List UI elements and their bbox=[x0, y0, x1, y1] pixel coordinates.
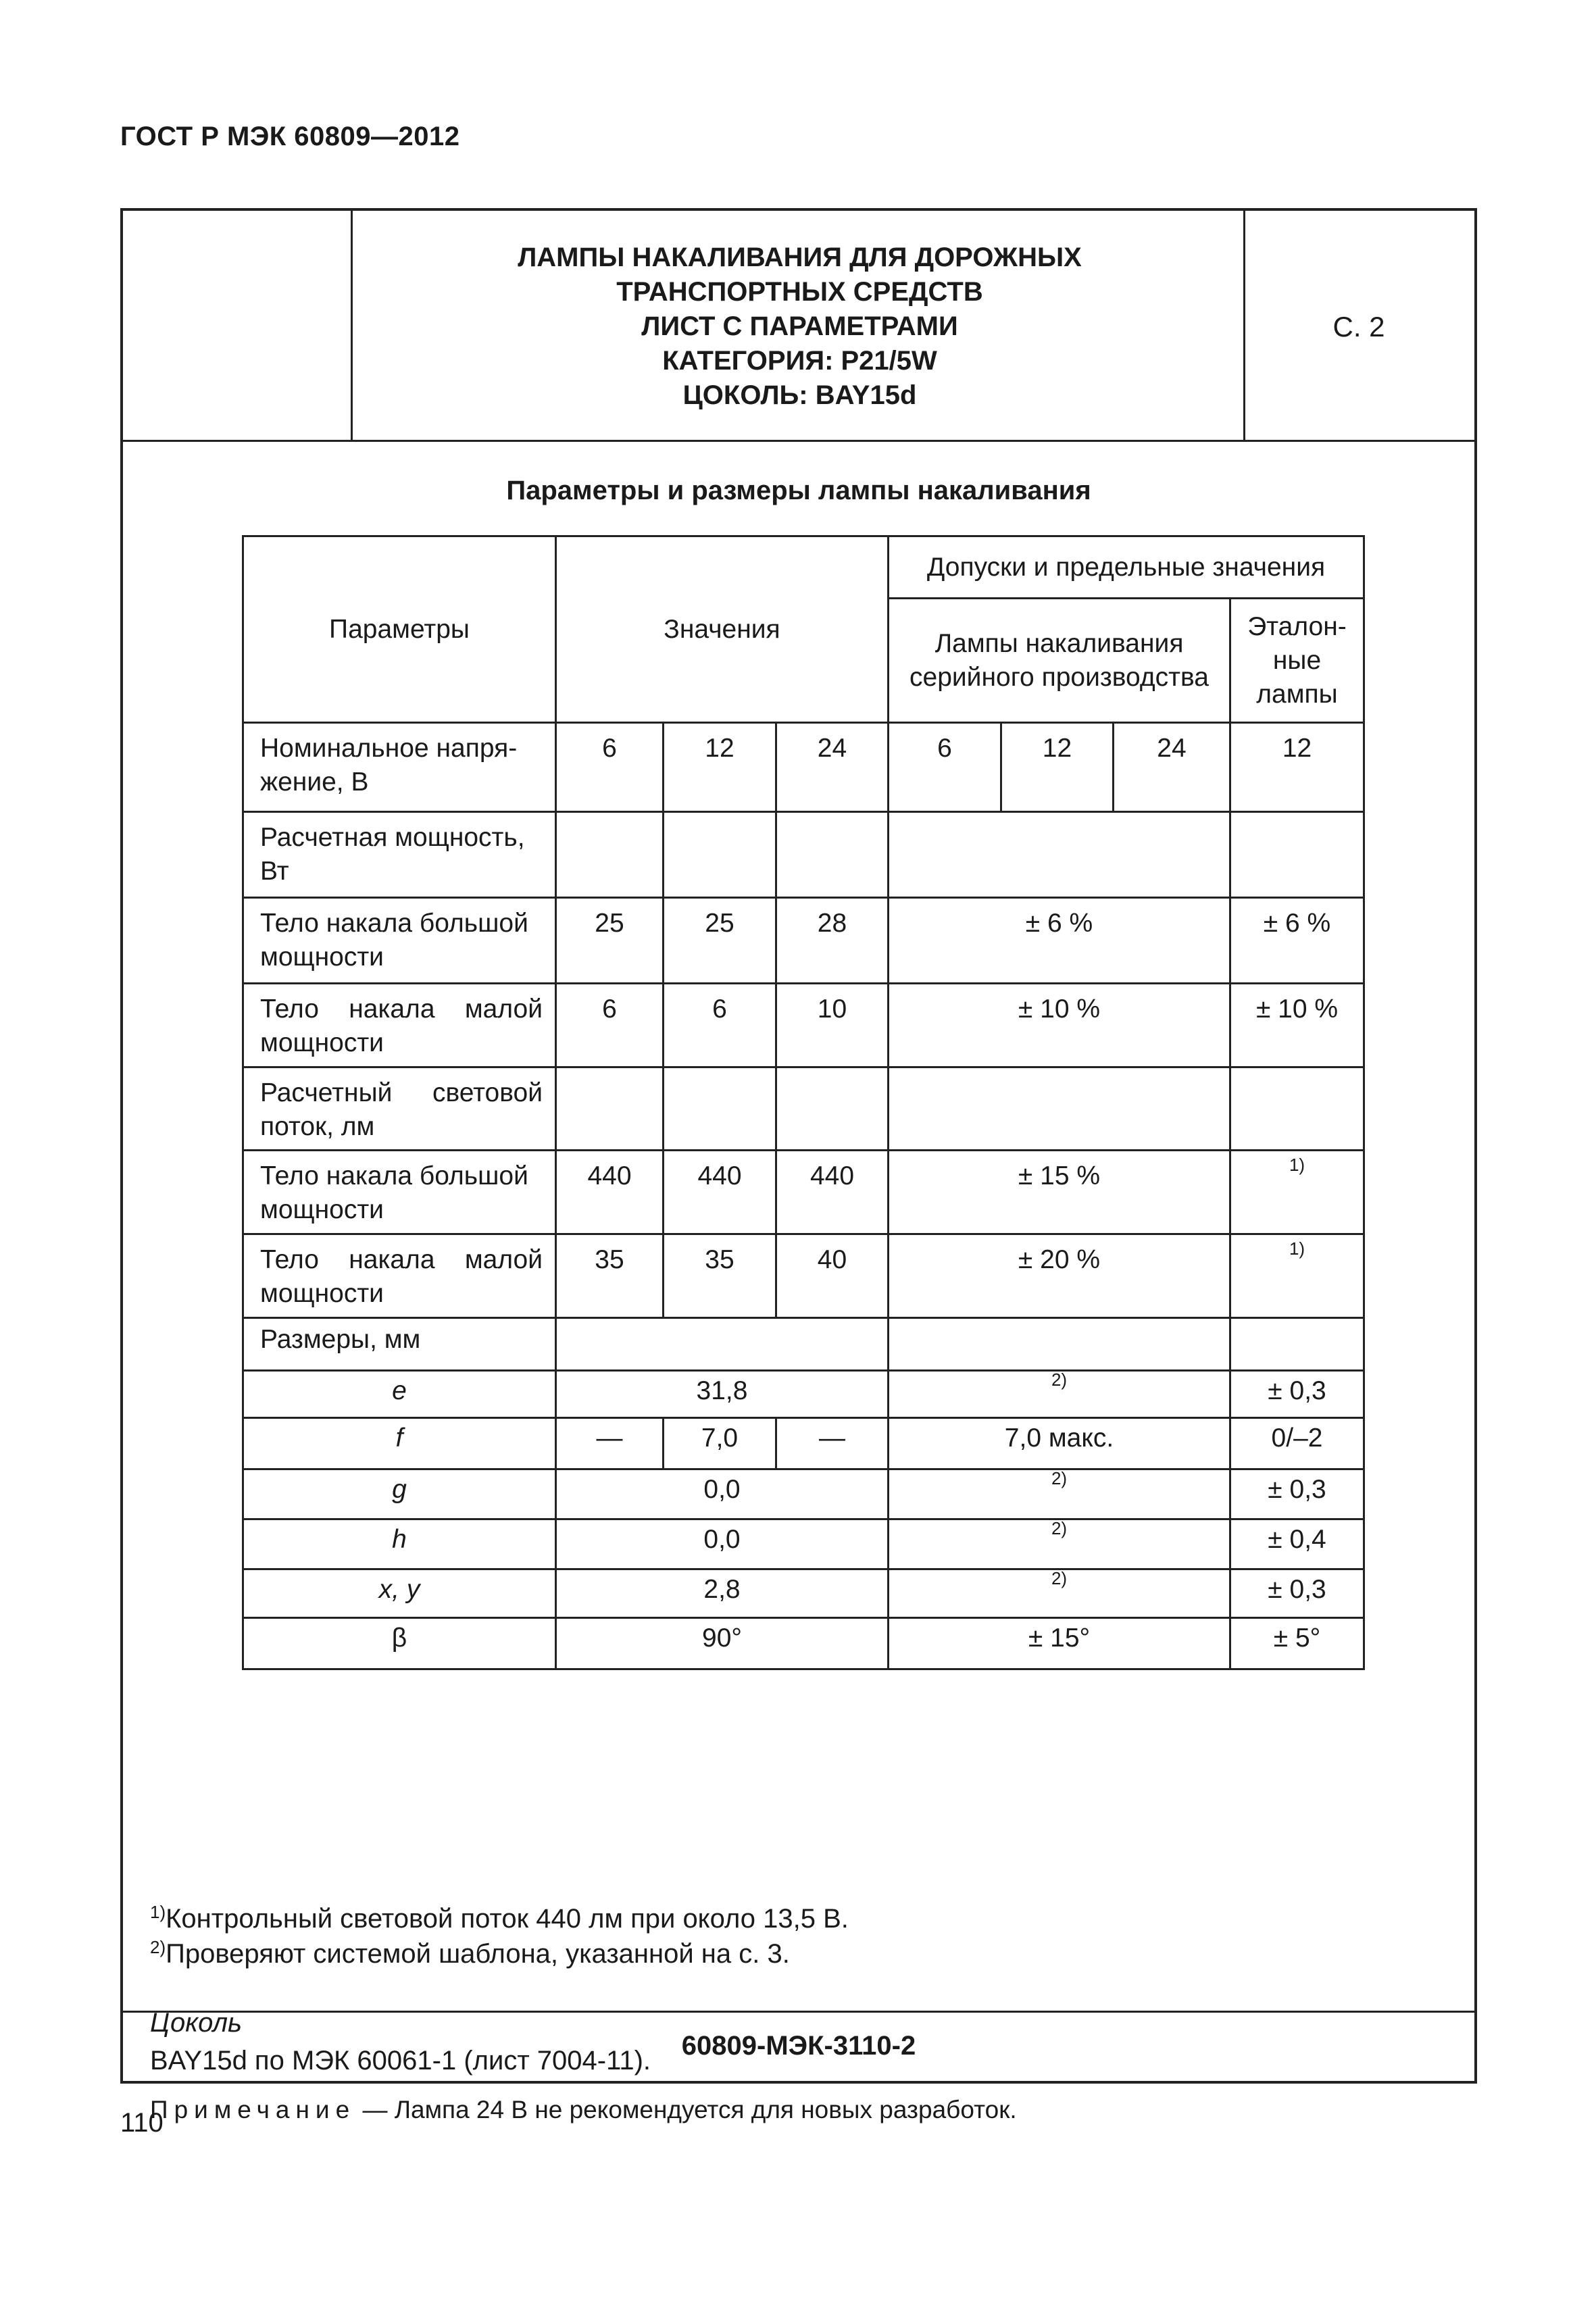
footnote-mark: 2) bbox=[1051, 1468, 1068, 1488]
serial-cell bbox=[889, 1067, 1230, 1151]
value-cell: 0,0 bbox=[556, 1469, 889, 1519]
serial-cell bbox=[889, 1371, 1230, 1418]
base-label: Цоколь bbox=[150, 2008, 243, 2038]
row-label: x, y bbox=[243, 1569, 556, 1618]
serial-cell: ± 15 % bbox=[889, 1151, 1230, 1234]
value-cell: 6 bbox=[556, 984, 664, 1067]
parameters-table bbox=[242, 535, 1365, 1670]
reference-cell bbox=[1230, 1151, 1364, 1234]
table-row-power bbox=[243, 812, 1364, 898]
document-code: ГОСТ Р МЭК 60809—2012 bbox=[120, 122, 460, 151]
row-label: β bbox=[243, 1618, 556, 1669]
serial-cell: 24 bbox=[1114, 723, 1230, 812]
serial-cell: ± 10 % bbox=[889, 984, 1230, 1067]
serial-cell bbox=[889, 1318, 1230, 1371]
value-cell bbox=[776, 1067, 889, 1151]
reference-cell: ± 0,3 bbox=[1230, 1569, 1364, 1618]
serial-cell bbox=[889, 1519, 1230, 1569]
serial-cell: ± 6 % bbox=[889, 898, 1230, 984]
value-cell bbox=[776, 812, 889, 898]
table-row-xy bbox=[243, 1569, 1364, 1618]
footnote-mark: 1) bbox=[150, 1902, 166, 1922]
row-label: f bbox=[243, 1418, 556, 1469]
reference-cell: ± 5° bbox=[1230, 1618, 1364, 1669]
table-row-power-low bbox=[243, 984, 1364, 1067]
value-cell: 25 bbox=[556, 898, 664, 984]
serial-cell: 7,0 макс. bbox=[889, 1418, 1230, 1469]
sheet-title-line: ЛАМПЫ НАКАЛИВАНИЯ ДЛЯ ДОРОЖНЫХ bbox=[518, 243, 1082, 272]
serial-cell bbox=[889, 1469, 1230, 1519]
reference-cell: ± 0,3 bbox=[1230, 1371, 1364, 1418]
reference-cell: ± 6 % bbox=[1230, 898, 1364, 984]
sheet-title-line: ЦОКОЛЬ: BAY15d bbox=[682, 380, 917, 410]
footnote-mark: 2) bbox=[1051, 1568, 1068, 1588]
table-row-beta bbox=[243, 1618, 1364, 1669]
reference-cell bbox=[1230, 1318, 1364, 1371]
row-label: Размеры, мм bbox=[243, 1318, 556, 1371]
footnote bbox=[150, 1901, 1434, 1936]
sheet-footer bbox=[123, 2011, 1474, 2081]
sheet-title-line: ТРАНСПОРТНЫХ СРЕДСТВ bbox=[616, 277, 983, 307]
table-row-flux-low bbox=[243, 1234, 1364, 1318]
table-row-flux-high bbox=[243, 1151, 1364, 1234]
footnotes bbox=[150, 1901, 1434, 1971]
value-cell: 12 bbox=[664, 723, 776, 812]
table-row-f bbox=[243, 1418, 1364, 1469]
value-cell: 6 bbox=[556, 723, 664, 812]
row-label: Тело накала малой мощности bbox=[243, 1234, 556, 1318]
row-label: h bbox=[243, 1519, 556, 1569]
value-cell: 440 bbox=[776, 1151, 889, 1234]
base-text: BAY15d по МЭК 60061-1 (лист 7004-11). bbox=[150, 2046, 651, 2076]
value-cell: 440 bbox=[556, 1151, 664, 1234]
sheet-code: 60809-МЭК-3110-2 bbox=[681, 2031, 916, 2061]
value-cell bbox=[556, 1318, 889, 1371]
row-label: Тело накала большой мощности bbox=[243, 898, 556, 984]
value-cell: 40 bbox=[776, 1234, 889, 1318]
sheet-page-ref: С. 2 bbox=[1332, 311, 1385, 343]
sheet-header bbox=[123, 211, 1474, 442]
serial-cell: 6 bbox=[889, 723, 1001, 812]
reference-cell: ± 0,3 bbox=[1230, 1469, 1364, 1519]
row-label: Тело накала малой мощности bbox=[243, 984, 556, 1067]
table-row-flux bbox=[243, 1067, 1364, 1151]
sheet-title bbox=[353, 241, 1247, 413]
sheet-title-line: КАТЕГОРИЯ: P21/5W bbox=[662, 346, 937, 376]
row-label: Тело накала большой мощности bbox=[243, 1151, 556, 1234]
note bbox=[150, 2096, 1017, 2124]
value-cell: 28 bbox=[776, 898, 889, 984]
header-params: Параметры bbox=[243, 536, 556, 723]
value-cell bbox=[556, 1067, 664, 1151]
serial-cell bbox=[889, 812, 1230, 898]
value-cell bbox=[664, 812, 776, 898]
serial-cell bbox=[889, 1569, 1230, 1618]
value-cell: 35 bbox=[556, 1234, 664, 1318]
value-cell: 6 bbox=[664, 984, 776, 1067]
reference-cell bbox=[1230, 1234, 1364, 1318]
reference-cell bbox=[1230, 1067, 1364, 1151]
header-serial: Лампы накаливания серийного производства bbox=[889, 599, 1230, 723]
header-tolerances: Допуски и предельные значения bbox=[889, 536, 1364, 599]
value-cell: 440 bbox=[664, 1151, 776, 1234]
value-cell: 25 bbox=[664, 898, 776, 984]
reference-cell: 0/–2 bbox=[1230, 1418, 1364, 1469]
value-cell: 31,8 bbox=[556, 1371, 889, 1418]
footnote-mark: 1) bbox=[1289, 1238, 1305, 1259]
footnote-mark: 2) bbox=[1051, 1369, 1068, 1390]
header-values: Значения bbox=[556, 536, 889, 723]
footnote-text: Проверяют системой шаблона, указанной на с. 3. bbox=[166, 1939, 790, 1969]
table-row-g bbox=[243, 1469, 1364, 1519]
value-cell: — bbox=[776, 1418, 889, 1469]
footnote-text: Контрольный световой поток 440 лм при около 13,5 В. bbox=[166, 1904, 849, 1934]
footnote-mark: 2) bbox=[150, 1937, 166, 1957]
reference-cell: ± 10 % bbox=[1230, 984, 1364, 1067]
table-row-dims bbox=[243, 1318, 1364, 1371]
serial-cell: 12 bbox=[1001, 723, 1114, 812]
reference-cell: ± 0,4 bbox=[1230, 1519, 1364, 1569]
footnote bbox=[150, 1936, 1434, 1971]
table-row-voltage bbox=[243, 723, 1364, 812]
serial-cell: ± 20 % bbox=[889, 1234, 1230, 1318]
header-reference: Эталон-ные лампы bbox=[1230, 599, 1364, 723]
sheet-frame bbox=[120, 208, 1477, 2123]
value-cell: 2,8 bbox=[556, 1569, 889, 1618]
serial-cell: ± 15° bbox=[889, 1618, 1230, 1669]
value-cell: — bbox=[556, 1418, 664, 1469]
note-label: Примечание bbox=[150, 2096, 356, 2123]
value-cell: 10 bbox=[776, 984, 889, 1067]
value-cell bbox=[664, 1067, 776, 1151]
value-cell: 90° bbox=[556, 1618, 889, 1669]
value-cell bbox=[556, 812, 664, 898]
table-row-e bbox=[243, 1371, 1364, 1418]
value-cell: 24 bbox=[776, 723, 889, 812]
section-title: Параметры и размеры лампы накаливания bbox=[506, 476, 1091, 505]
sheet-title-line: ЛИСТ С ПАРАМЕТРАМИ bbox=[641, 311, 958, 341]
row-label: e bbox=[243, 1371, 556, 1418]
footnote-mark: 1) bbox=[1289, 1155, 1305, 1175]
row-label: Расчетная мощность, Вт bbox=[243, 812, 556, 898]
row-label: g bbox=[243, 1469, 556, 1519]
row-label: Расчетный световой поток, лм bbox=[243, 1067, 556, 1151]
value-cell: 0,0 bbox=[556, 1519, 889, 1569]
reference-cell: 12 bbox=[1230, 723, 1364, 812]
table-row-power-high bbox=[243, 898, 1364, 984]
table-header-row bbox=[243, 536, 1364, 599]
value-cell: 35 bbox=[664, 1234, 776, 1318]
row-label: Номинальное напря-жение, В bbox=[243, 723, 556, 812]
header-left-cell bbox=[123, 211, 353, 440]
value-cell: 7,0 bbox=[664, 1418, 776, 1469]
note-text: — Лампа 24 В не рекомендуется для новых разработок. bbox=[355, 2096, 1017, 2123]
footnote-mark: 2) bbox=[1051, 1518, 1068, 1538]
page-number: 110 bbox=[120, 2108, 164, 2138]
table-row-h bbox=[243, 1519, 1364, 1569]
reference-cell bbox=[1230, 812, 1364, 898]
